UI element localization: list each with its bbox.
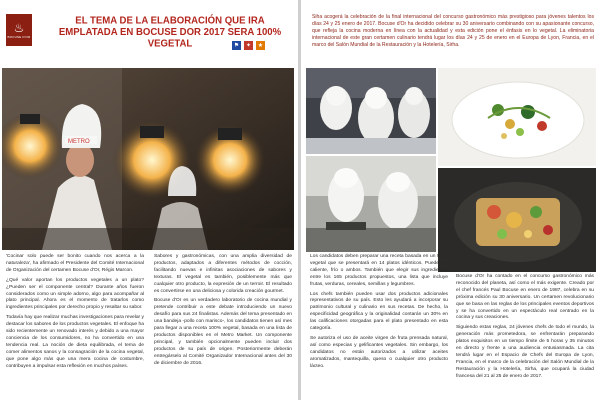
- chef-cap-label: METRO: [68, 139, 90, 145]
- bocuse-logo: [6, 14, 32, 46]
- chefs-cooking-photo: [306, 156, 436, 252]
- paragraph: Los chefs también pueden usar dos productos adicionales representativos de su país. Esto les ayudará a incorporar su patrimonio cultural y culinario en sus recetas. De hecho, la especificidad geográfica y la originalidad contarán un 30% en las calificaciones otorgadas para el plato presentado en esta categoría.: [310, 291, 448, 332]
- plated-dish-photo: [438, 68, 596, 166]
- paragraph: Sabores y gastronómicas, con una amplia diversidad de productos, adaptados a diferentes métodos de cocción, facilitando nuevas e infinitas asociaciones de sabores y texturas. El vegetal es también, posiblemente más que cualquier otro producto, la expresión de un terroir. El resultado es convertirse en una deliciosa y colorida creación gourmet.: [154, 254, 292, 294]
- fork-badge-icon: ✦: [245, 43, 252, 49]
- paragraph: Bocuse d'Or es un verdadero laboratorio de cocina mundial y pretende contribuir a este debate introduciendo un nuevo desafío para sus 24 finalistas. Además del tema presentado en una bandeja -pollo con marisco-, los candidatos tienen así mes para llegar a una receta 100% vegetal, basada en una lista de productos disponibles en el Metro Market. Un componente principal, y también opcionalmente pueden incluir dos productos de su país de origen. Posteriormente deberán entregárselo al Comité Organizador Internacional antes del 30 de diciembre de 2016.: [154, 298, 292, 366]
- badge-row: [232, 41, 265, 50]
- paragraph: Se autoriza el uso de aceite virgen de fruta prensada natural, así como especias y gelificantes vegetales. Sin embargo, los candidatos no están autorizados a utilizar aceites aromatizados, mantequilla, queso o cualquier otro producto lácteo.: [310, 335, 448, 369]
- left-col-1: [6, 254, 144, 374]
- logo-wordmark: BOCUSE D'OR: [7, 34, 31, 39]
- intro-paragraph: Siha acogerá la celebración de la final internacional del concurso gastronómico más prestigioso para jóvenes talentos los días 24 y 25 enero de 2017. Bocuse d'Or ha decidido celebrar su 30 aniversario combinando con su apasionante concurso, que refleja la cocina moderna en línea con la actualidad y esta edición pone el énfasis en lo vegetal. La eliminatoria internacional de este gran certamen culinario tendrá lugar los días 24 y 25 de enero en el Europa de Lyon, Francia, en el marco del Salón Mundial de la Restauración y la Hotelería, Sirha.: [312, 14, 594, 48]
- flag-badge-icon: ⚑: [233, 43, 240, 49]
- chef-kitchen-photo: [2, 68, 294, 250]
- right-col-1: [310, 254, 448, 374]
- paragraph: Todavía hay que realizar muchas investigaciones para revelar y destacar los sabores de los productos vegetales. El enfoque ha sido recientemente un renovado interés y debido a una mayor conciencia de los consumidores, no ha convertido en una tendencia real. La noción de dieta equilibrada, el tema de comer alimentos sanos y la consagración de la cocina vegetal, que pone algo más que una mera cocina de costumbre, contribuyen a impulsar esta reflexión en muchos países.: [6, 315, 144, 369]
- chefs-team-photo: [306, 68, 436, 154]
- paragraph: Los candidatos deben preparar una receta basada en un tema vegetal que se presentará en 14 platos idénticos. Puede ser caliente, frío o ambos. También que elegir sus ingredientes entre los 165 productos propuestos, una lista que incluye frutas, verduras, cereales, semillas y legumbres.: [310, 254, 448, 287]
- page-gutter: [298, 0, 301, 400]
- article-title: EL TEMA DE LA ELABORACIÓN QUE IRA EMPLATADA EN BOCUSE DOR 2017 SERA 100% VEGETAL: [58, 15, 282, 50]
- star-badge-icon: ★: [257, 43, 264, 49]
- right-col-2: [456, 274, 594, 384]
- paragraph: Siguiendo estas reglas, 24 jóvenes chefs de todo el mundo, la generación más prometedora, se enfrentarán preparando platos exquisitos en un tiempo límite de 5 horas y 35 minutos en directo y frente a una audiencia entusiasmada. La cita tendrá lugar en el Espacio de Chefs del Europa de Lyon, Francia, en el marco de la celebración del Salón Mundial de la Restauración y la Hotelería, Sirha, que ocupará la ciudad francesa del 21 al 25 de enero de 2017.: [456, 325, 594, 379]
- paragraph: Bocuse d'Or ha contado en el concurso gastronómico más reconocido del planeta, así como el más exigente. Creado por el chef francés Paul Bocuse en enero de 1987, celebra en su próxima edición su 30 aniversario. Un certamen revolucionario que se basa en las reglas de los principales eventos deportivos y se ha convertido en un espectáculo real centrado en la cocina y sus creaciones.: [456, 274, 594, 321]
- chef-hat-icon: ♨: [13, 20, 25, 35]
- paragraph: ¿Qué valor aportan los productos vegetales a un plato? ¿Pueden ser el componente central? Durante años fueron considerados como un simple adorno, algo para acompañar al plato principal. Ahora es el momento de tratarlos como ingredientes principales por derecho propio y resaltar su sabor.: [6, 277, 144, 311]
- left-col-2: [154, 254, 292, 371]
- paragraph: 'Cocinar solo puede ser bonito cuando nos acerca a la naturaleza', ha afirmado el Presidente del Comité Internacional de Organización del certamen Bocuse d'Or, Régis Marcon.: [6, 254, 144, 273]
- vegetable-plate-photo: [438, 168, 596, 272]
